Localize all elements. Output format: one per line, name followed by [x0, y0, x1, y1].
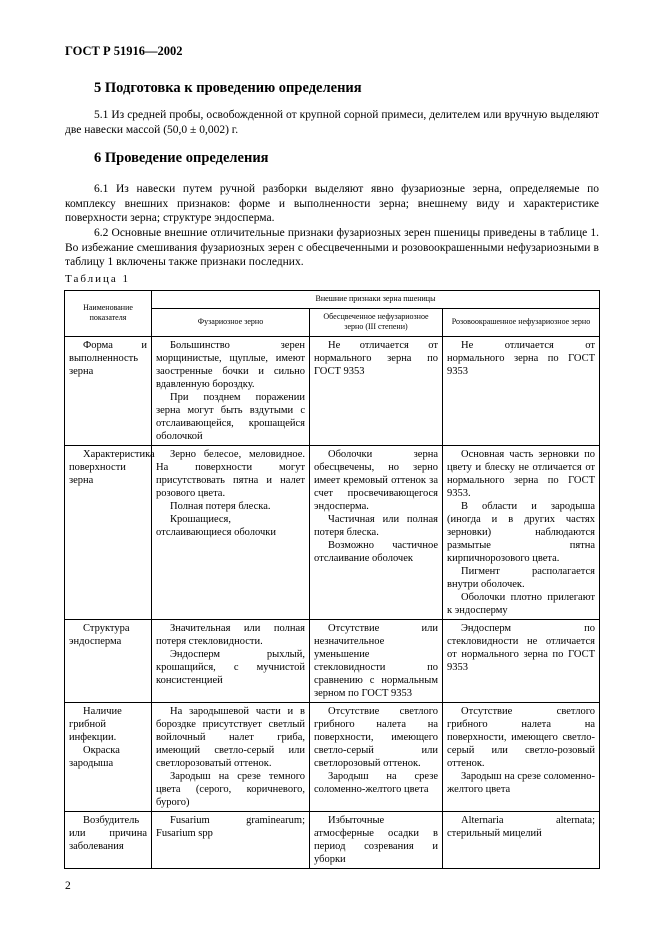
row-name-text: Характеристика поверхности зерна — [69, 448, 155, 486]
table-caption: Таблица 1 — [65, 273, 131, 285]
cell-paragraph: Полная потеря блеска. — [170, 500, 271, 512]
cell-paragraph: Основная часть зерновки по цвету и блеску не отличается от нормального зерна по ГОСТ 9353. — [447, 448, 596, 499]
cell-paragraph: Оболочки зерна обесцвечены, но зерно имеет кремовый оттенок за счет просвечивающегося эндосперма. — [314, 448, 438, 512]
cell-paragraph: Не отличается от нормального зерна по ГОСТ 9353 — [314, 339, 438, 377]
section-5-title: 5 Подготовка к проведению определения — [94, 80, 362, 96]
table-row — [65, 619, 600, 702]
cell-pink — [443, 811, 600, 868]
cell-paragraph: Возможно частичное отслаивание оболочек — [314, 539, 438, 564]
cell-pink — [443, 336, 600, 445]
cell-paragraph: Эндосперм рыхлый, крошащийся, с мучнистой консистенцией — [156, 648, 305, 686]
table-header-row-1 — [65, 291, 600, 309]
cell-paragraph: При позднем поражении зерна могут быть вздутыми с отслаивающейся, крошащейся оболочкой — [156, 391, 305, 442]
cell-paragraph: На зародышевой части и в бороздке присутствует светлый войлочный налет гриба, имеющий светло-серый или светлорозоватый оттенок. — [156, 705, 305, 769]
row-name — [65, 336, 152, 445]
cell-pink — [443, 619, 600, 702]
row-name-text-2: Окраска зародыша — [69, 744, 120, 769]
cell-paragraph: Пигмент располагается внутри оболочек. — [447, 565, 596, 590]
cell-bleached — [310, 702, 443, 811]
row-name — [65, 445, 155, 619]
cell-paragraph: Не отличается от нормального зерна по ГОСТ 9353 — [447, 339, 596, 377]
cell-fusarium — [152, 336, 310, 445]
paragraph-5-1-text: 5.1 Из средней пробы, освобожденной от крупной сорной примеси, делителем или вручную выделяют две навески массой (50,0 ± 0,002) г. — [65, 109, 599, 136]
cell-pink — [443, 702, 600, 811]
page-number: 2 — [65, 880, 71, 892]
paragraph-6-2-text: 6.2 Основные внешние отличительные признаки фузариозных зерен пшеницы приведены в таблице 1. Во избежание смешивания фузариозных зерен с обесцвеченными и розовоокрашенными нефузариозными в таблицу 1 включены также признаки последних. — [65, 227, 599, 268]
row-name — [65, 619, 152, 702]
cell-paragraph: Избыточные атмосферные осадки в период созревания и уборки — [314, 814, 438, 865]
cell-paragraph: Зародыш на срезе соломенно-желтого цвета — [447, 770, 596, 795]
table-row — [65, 702, 600, 811]
cell-paragraph: Зародыш на срезе темного цвета (серого, коричневого, бурого) — [156, 770, 305, 808]
header-indicator-name: Наименование показателя — [65, 291, 152, 337]
cell-paragraph: Отсутствие или незначительное уменьшение стекловидности по сравнению с нормальным зерном по ГОСТ 9353 — [314, 622, 438, 699]
row-name-text: Форма и выполненность зерна — [69, 339, 147, 377]
cell-fusarium — [152, 811, 310, 868]
cell-paragraph: Большинство зерен морщинистые, щуплые, имеют заостренные бочки и сильно вдавленную бороздку. — [156, 339, 305, 390]
cell-paragraph: Отсутствие светлого грибного налета на поверхности, имеющего светло-серый или светлорозовый оттенок. — [314, 705, 438, 769]
cell-fusarium — [152, 619, 310, 702]
paragraph-5-1 — [65, 108, 599, 137]
cell-paragraph: Крошащиеся, отслаивающиеся оболочки — [156, 513, 276, 538]
cell-paragraph: Отсутствие светлого грибного налета на поверхности, имеющего светло-серый или светло-розовый оттенок. — [447, 705, 596, 769]
header-pink-grain: Розовоокрашенное нефузариозное зерно — [443, 308, 600, 336]
header-group: Внешние признаки зерна пшеницы — [152, 291, 600, 309]
cell-bleached — [310, 445, 443, 619]
row-name — [65, 702, 152, 811]
paragraph-6-2 — [65, 226, 599, 270]
cell-paragraph: Зародыш на срезе соломенно-желтого цвета — [314, 770, 438, 795]
cell-paragraph: Оболочки плотно прилегают к эндосперму — [447, 591, 596, 616]
row-name-text: Наличие грибной инфекции. — [69, 705, 122, 743]
paragraph-6-1-text: 6.1 Из навески путем ручной разборки выделяют явно фузариозные зерна, определяемые по комплексу внешних признаков: форме и выполненности зерна; внешнему виду и характеристике поверхности зерна; структуре эндосперма. — [65, 183, 599, 224]
cell-paragraph: Fusarium graminearum; Fusarium spp — [156, 814, 305, 839]
paragraph-6-1 — [65, 182, 599, 226]
section-6-title: 6 Проведение определения — [94, 150, 269, 166]
row-name — [65, 811, 152, 868]
cell-bleached — [310, 336, 443, 445]
cell-fusarium — [152, 702, 310, 811]
table-row — [65, 811, 600, 868]
cell-paragraph: Alternaria alternata; стерильный мицелий — [447, 814, 596, 839]
cell-bleached — [310, 619, 443, 702]
cell-paragraph: Зерно белесое, меловидное. На поверхности могут присутствовать пятна и налет розового цвета. — [156, 448, 305, 499]
cell-pink — [443, 445, 600, 619]
cell-paragraph: Частичная или полная потеря блеска. — [314, 513, 438, 538]
cell-paragraph: Эндосперм по стекловидности не отличается от нормального зерна по ГОСТ 9353 — [447, 622, 596, 673]
header-fusarium-grain: Фузариозное зерно — [152, 308, 310, 336]
cell-fusarium — [152, 445, 310, 619]
table-row — [65, 336, 600, 445]
grain-signs-table — [64, 290, 600, 869]
table-row — [65, 445, 600, 619]
row-name-text: Возбудитель или причина заболевания — [69, 814, 147, 852]
row-name-text: Структура эндосперма — [69, 622, 130, 647]
cell-bleached — [310, 811, 443, 868]
cell-paragraph: Значительная или полная потеря стекловидности. — [156, 622, 305, 647]
cell-paragraph: В области и зародыша (иногда и в других частях зерновки) наблюдаются размытые пятна кирпичнорозового цвета. — [447, 500, 596, 564]
standard-designation: ГОСТ Р 51916—2002 — [65, 44, 183, 58]
header-bleached-grain: Обесцвеченное нефузариозное зерно (III степени) — [310, 308, 443, 336]
